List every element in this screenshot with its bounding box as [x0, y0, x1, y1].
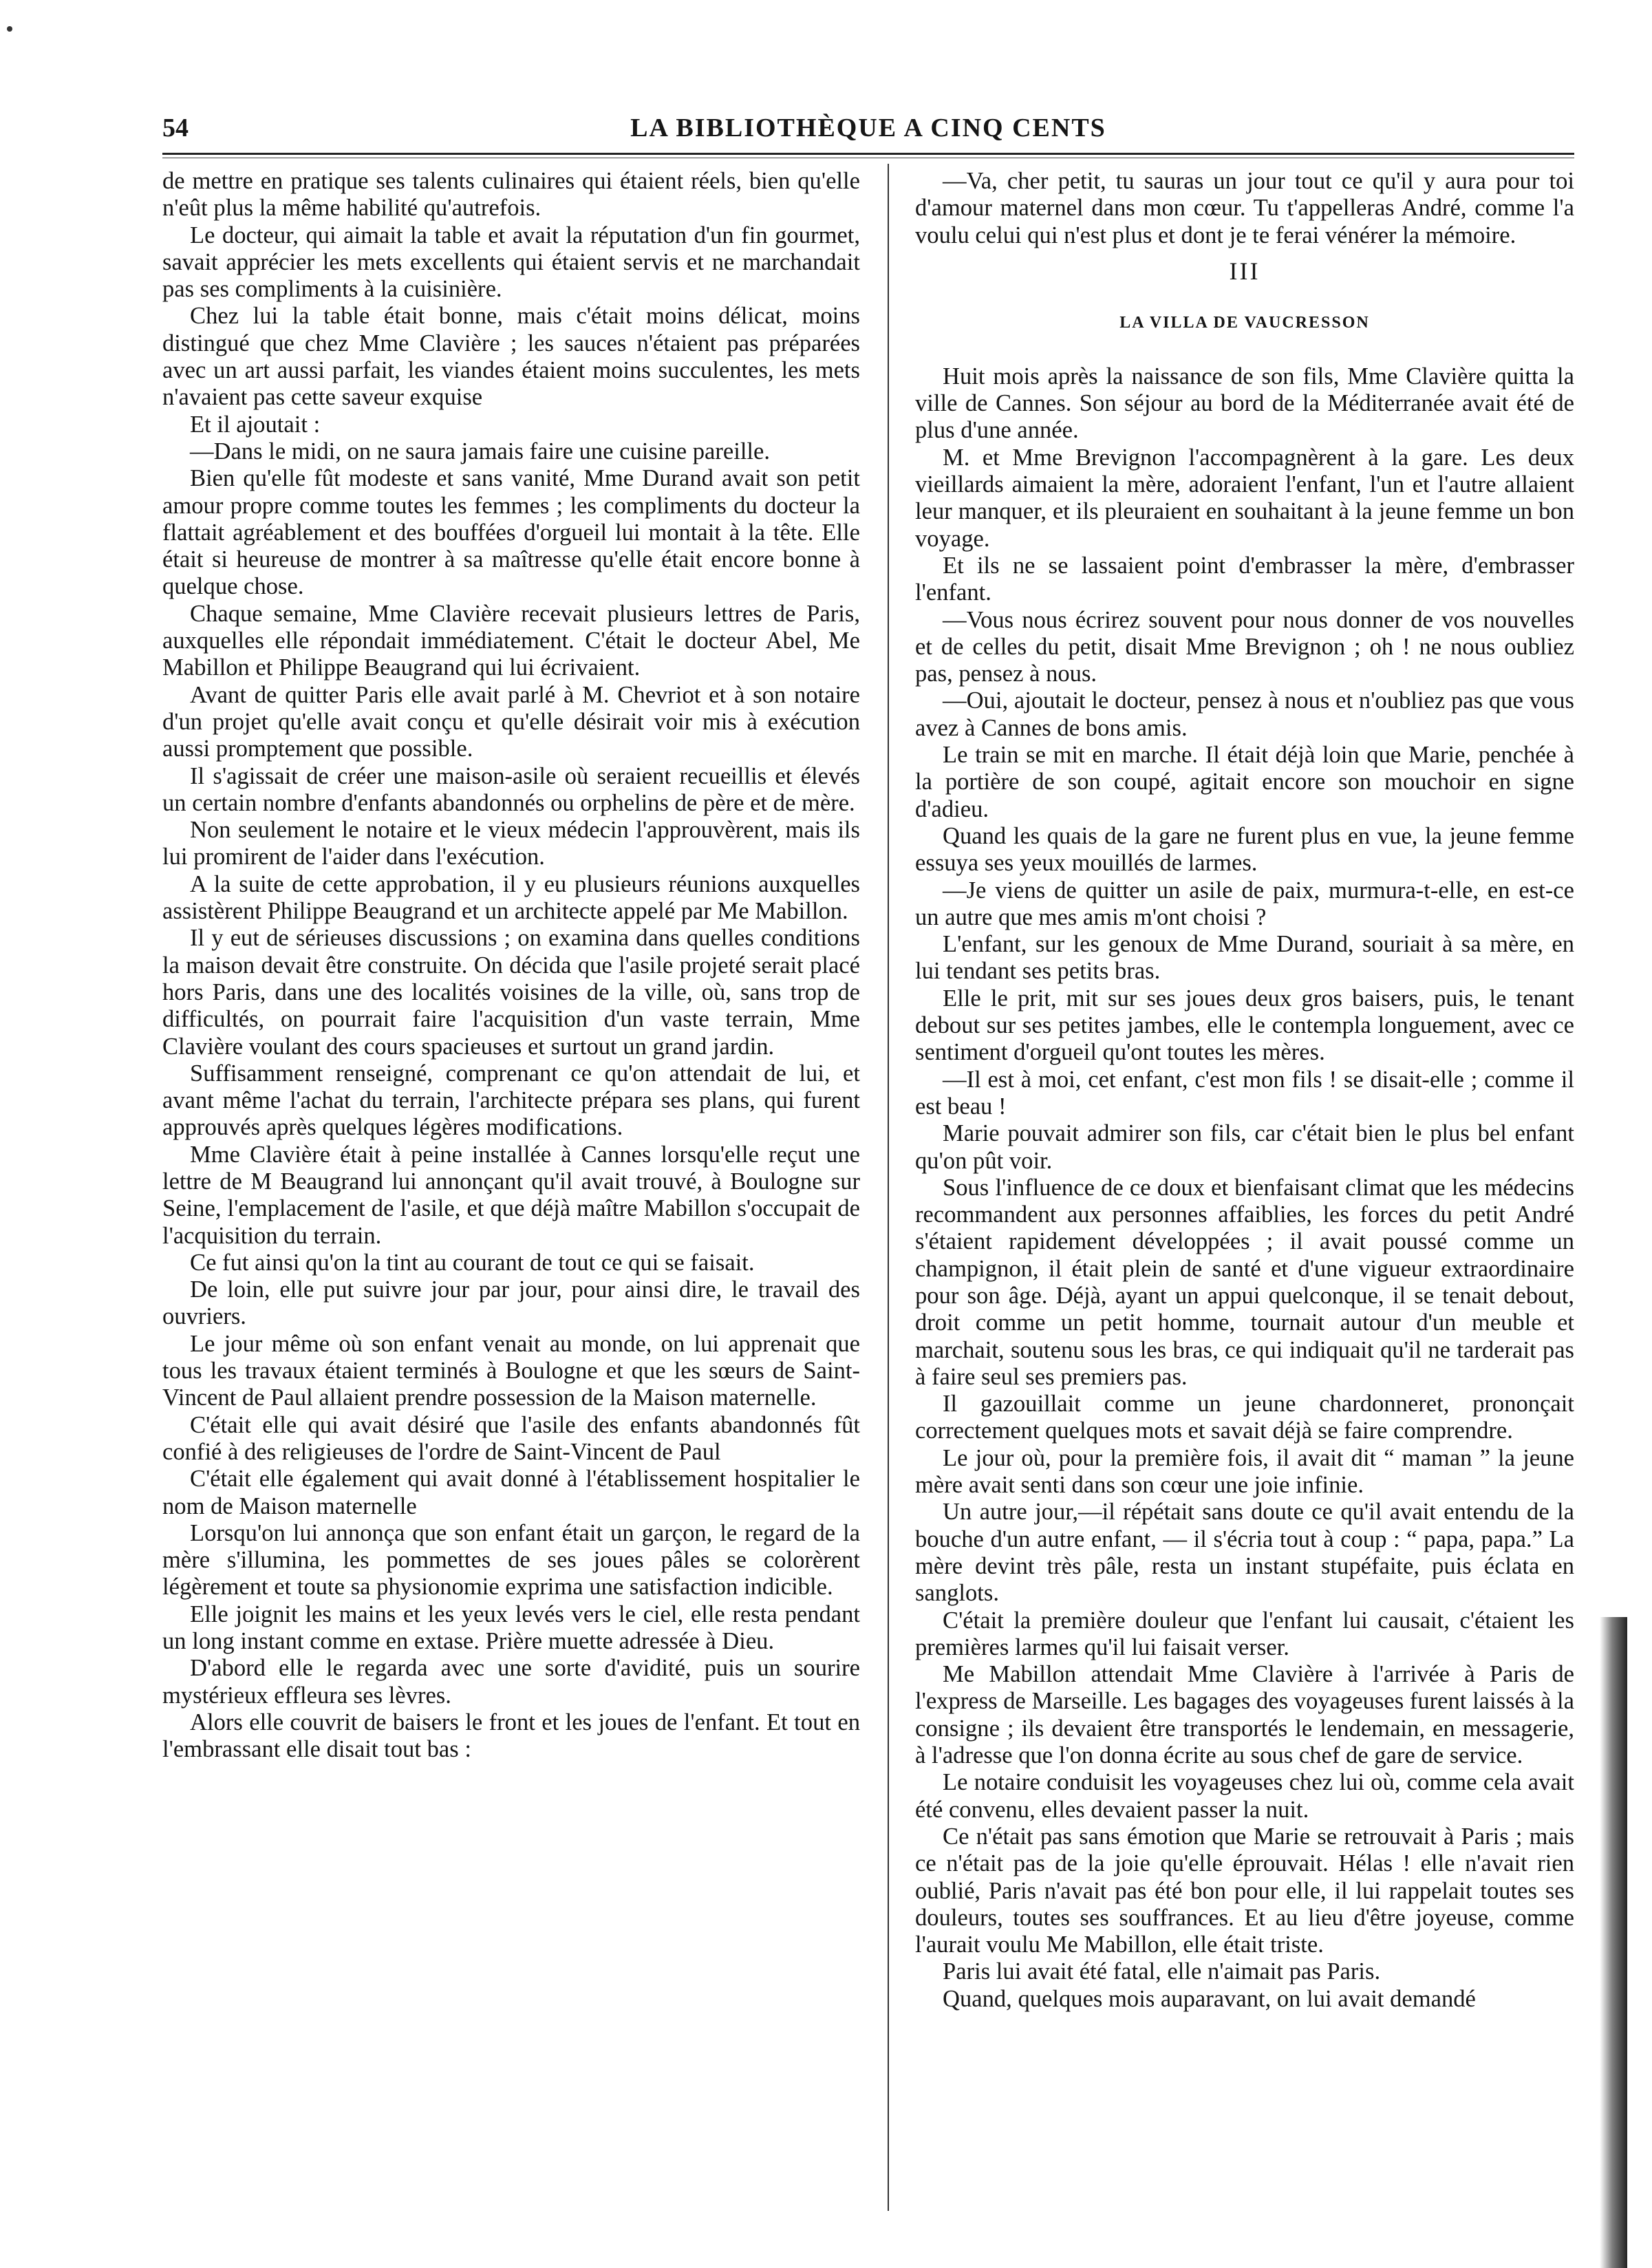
scan-binding-shadow [1600, 1617, 1627, 2268]
paragraph: Il gazouillait comme un jeune chardonneret, prononçait correctement quelques mots et savait déjà se faire comprendre. [915, 1391, 1574, 1444]
paragraph: Avant de quitter Paris elle avait parlé à M. Chevriot et à son notaire d'un projet qu'elle avait conçu et qu'elle désirait voir mis à exécution aussi promptement que possible. [162, 681, 860, 762]
paragraph: Le train se mit en marche. Il était déjà loin que Marie, penchée à la portière de son coupé, agitait encore son mouchoir en signe d'adieu. [915, 742, 1574, 822]
chapter-spacer [915, 333, 1574, 363]
chapter-number: III [1229, 257, 1261, 285]
paragraph: Chez lui la table était bonne, mais c'était moins délicat, moins distingué que chez Mme Clavière ; les sauces n'étaient pas préparées avec un art aussi parfait, les viandes étaient moins succulentes, les mets n'avaient pas cette saveur exquise [162, 303, 860, 411]
paragraph: Le docteur, qui aimait la table et avait la réputation d'un fin gourmet, savait apprécier les mets excellents qui étaient servis et ne marchandait pas ses compliments à la cuisinière. [162, 222, 860, 303]
chapter-title: LA VILLA DE VAUCRESSON [1119, 313, 1370, 332]
paragraph: D'abord elle le regarda avec une sorte d'avidité, puis un sourire mystérieux effleura ses lèvres. [162, 1655, 860, 1709]
paragraph: De loin, elle put suivre jour par jour, pour ainsi dire, le travail des ouvriers. [162, 1276, 860, 1330]
paragraph: Marie pouvait admirer son fils, car c'était bien le plus bel enfant qu'on pût voir. [915, 1120, 1574, 1174]
paragraph: Mme Clavière était à peine installée à Cannes lorsqu'elle reçut une lettre de M Beaugrand lui annonçant qu'il avait trouvé, à Boulogne sur Seine, l'emplacement de l'asile, et que déjà maître Mabillon s'occupait de l'acquisition du terrain. [162, 1141, 860, 1249]
paragraph: —Il est à moi, cet enfant, c'est mon fils ! se disait-elle ; comme il est beau ! [915, 1066, 1574, 1120]
paragraph: C'était elle également qui avait donné à l'établissement hospitalier le nom de Maison maternelle [162, 1466, 860, 1519]
paragraph: Le notaire conduisit les voyageuses chez lui où, comme cela avait été convenu, elles devaient passer la nuit. [915, 1769, 1574, 1823]
paragraph: —Va, cher petit, tu sauras un jour tout ce qu'il y aura pour toi d'amour maternel dans mon cœur. Tu t'appelleras André, comme l'a voulu celui qui n'est plus et dont je te ferai vénérer la mémoire. [915, 168, 1574, 248]
paragraph: Sous l'influence de ce doux et bienfaisant climat que les médecins recommandent aux personnes affaiblies, les forces du petit André s'étaient rapidement développées ; il avait poussé comme un champignon, il était plein de santé et d'une vigueur extraordinaire pour son âge. Déjà, ayant un appui quelconque, il se tenait debout, droit comme un petit homme, tournait autour d'un meuble et marchait, soutenu sous les bras, ce qui indiquait qu'il ne tarderait pas à faire seul ses premiers pas. [915, 1174, 1574, 1390]
paragraph: Quand les quais de la gare ne furent plus en vue, la jeune femme essuya ses yeux mouillés de larmes. [915, 822, 1574, 877]
paragraph: Et il ajoutait : [190, 411, 321, 438]
paragraph: Lorsqu'on lui annonça que son enfant était un garçon, le regard de la mère s'illumina, les pommettes de ses joues pâles se colorèrent légèrement et toute sa physionomie exprima une satisfaction indicible. [162, 1519, 860, 1601]
paragraph: L'enfant, sur les genoux de Mme Durand, souriait à sa mère, en lui tendant ses petits bras. [915, 931, 1574, 985]
left-column [162, 168, 860, 1764]
paragraph: Elle joignit les mains et les yeux levés vers le ciel, elle resta pendant un long instant comme en extase. Prière muette adressée à Dieu. [162, 1601, 860, 1655]
paragraph: Le jour où, pour la première fois, il avait dit “ maman ” la jeune mère avait senti dans son cœur une joie infinie. [915, 1444, 1574, 1499]
paragraph: C'était la première douleur que l'enfant lui causait, c'étaient les premières larmes qu'il lui faisait verser. [915, 1607, 1574, 1660]
page-header [162, 110, 1574, 158]
header-rule [162, 153, 1574, 155]
paragraph: —Je viens de quitter un asile de paix, murmura-t-elle, en est-ce un autre que mes amis m'ont choisi ? [915, 877, 1574, 930]
paragraph: Paris lui avait été fatal, elle n'aimait pas Paris. [943, 1958, 1381, 1985]
paragraph: Non seulement le notaire et le vieux médecin l'approuvèrent, mais ils lui promirent de l'aider dans l'exécution. [162, 817, 860, 870]
paragraph: A la suite de cette approbation, il y eu plusieurs réunions auxquelles assistèrent Philippe Beaugrand et un architecte appelé par Me Mabillon. [162, 870, 860, 925]
running-title: LA BIBLIOTHÈQUE A CINQ CENTS [630, 114, 1106, 142]
paragraph: Alors elle couvrit de baisers le front et les joues de l'enfant. Et tout en l'embrassant elle disait tout bas : [162, 1709, 860, 1763]
paragraph: C'était elle qui avait désiré que l'asile des enfants abandonnés fût confié à des religieuses de l'ordre de Saint-Vincent de Paul [162, 1411, 860, 1465]
paragraph: Le jour même où son enfant venait au monde, on lui apprenait que tous les travaux étaient terminés à Boulogne et que les sœurs de Saint-Vincent de Paul allaient prendre possession de la Maison maternelle. [162, 1330, 860, 1411]
paragraph: —Dans le midi, on ne saura jamais faire une cuisine pareille. [190, 438, 771, 464]
paragraph: de mettre en pratique ses talents culinaires qui étaient réels, bien qu'elle n'eût plus la même habilité qu'autrefois. [162, 168, 860, 222]
paragraph: Il s'agissait de créer une maison-asile où seraient recueillis et élevés un certain nombre d'enfants abandonnés ou orphelins de père et de mère. [162, 762, 860, 816]
paragraph: Quand, quelques mois auparavant, on lui avait demandé [943, 1985, 1476, 2012]
page-number: 54 [162, 114, 189, 142]
right-column [915, 168, 1574, 2013]
paragraph: Bien qu'elle fût modeste et sans vanité, Mme Durand avait son petit amour propre comme toutes les femmes ; les compliments du docteur la flattait agréablement et des bouffées d'orgueil lui montait à la tête. Elle était si heureuse de montrer à sa maîtresse qu'elle était encore bonne à quelque chose. [162, 465, 860, 600]
paragraph: Elle le prit, mit sur ses joues deux gros baisers, puis, le tenant debout sur ses petites jambes, elle le contempla longuement, avec ce sentiment d'orgueil qu'ont toutes les mères. [915, 985, 1574, 1066]
paragraph: Huit mois après la naissance de son fils, Mme Clavière quitta la ville de Cannes. Son séjour au bord de la Méditerranée avait été de plus d'une année. [915, 363, 1574, 444]
paragraph: Chaque semaine, Mme Clavière recevait plusieurs lettres de Paris, auxquelles elle répondait immédiatement. C'était le docteur Abel, Me Mabillon et Philippe Beaugrand qui lui écrivaient. [162, 600, 860, 681]
paragraph: Et ils ne se lassaient point d'embrasser la mère, d'embrasser l'enfant. [915, 552, 1574, 606]
paragraph: Un autre jour,—il répétait sans doute ce qu'il avait entendu de la bouche d'un autre enfant, — il s'écria tout à coup : “ papa, papa.” La mère devint très pâle, resta un instant stupéfaite, puis éclata en sanglots. [915, 1499, 1574, 1607]
paragraph: Suffisamment renseigné, comprenant ce qu'on attendait de lui, et avant même l'achat du terrain, l'architecte prépara ses plans, qui furent approuvés après quelques légères modifications. [162, 1060, 860, 1141]
paragraph: —Vous nous écrirez souvent pour nous donner de vos nouvelles et de celles du petit, disait Mme Brevignon ; oh ! ne nous oubliez pas, pensez à nous. [915, 606, 1574, 687]
paragraph: Me Mabillon attendait Mme Clavière à l'arrivée à Paris de l'express de Marseille. Les bagages des voyageuses furent laissés à la consigne ; ils devaient être transportés le lendemain, en messagerie, à l'adresse que l'on donna écrite au sous chef de gare de service. [915, 1661, 1574, 1769]
paragraph: Ce fut ainsi qu'on la tint au courant de tout ce qui se faisait. [190, 1249, 755, 1276]
paragraph: —Oui, ajoutait le docteur, pensez à nous et n'oubliez pas que vous avez à Cannes de bons amis. [915, 687, 1574, 741]
paragraph: M. et Mme Brevignon l'accompagnèrent à la gare. Les deux vieillards aimaient la mère, adoraient l'enfant, l'un et l'autre allaient leur manquer, et ils pleuraient en souhaitant à la jeune femme un bon voyage. [915, 444, 1574, 552]
ink-speck [7, 26, 12, 32]
column-divider [888, 164, 889, 2211]
paragraph: Il y eut de sérieuses discussions ; on examina dans quelles conditions la maison devait être construite. On décida que l'asile projeté serait placé hors Paris, dans une des localités voisines de la ville, où, sans trop de difficultés, on pourrait faire l'acquisition d'un vaste terrain, Mme Clavière voulant des cours spacieuses et surtout un grand jardin. [162, 925, 860, 1060]
paragraph: Ce n'était pas sans émotion que Marie se retrouvait à Paris ; mais ce n'était pas de la joie qu'elle éprouvait. Hélas ! elle n'avait rien oublié, Paris n'avait pas été bon pour elle, il lui rappelait toutes ses douleurs, toutes ses souffrances. Et au lieu d'être joyeuse, comme l'aurait voulu Me Mabillon, elle était triste. [915, 1823, 1574, 1958]
